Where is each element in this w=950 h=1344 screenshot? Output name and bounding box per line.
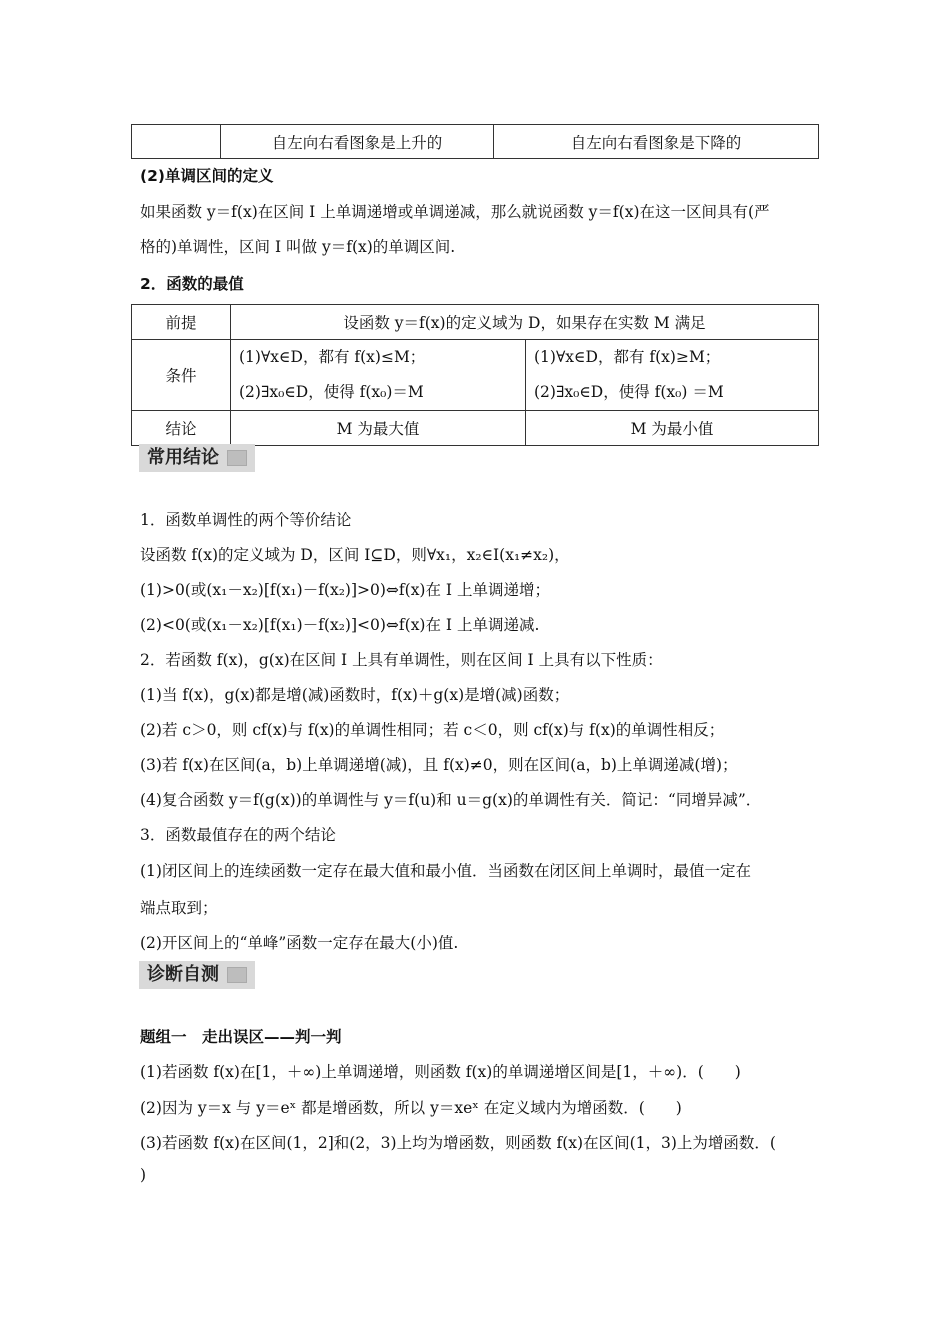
table-cell bbox=[231, 340, 526, 411]
paragraph-line: (1)闭区间上的连续函数一定存在最大值和最小值．当函数在闭区间上单调时，最值一定在 bbox=[140, 862, 751, 880]
image-icon bbox=[227, 967, 247, 983]
banner-title: 诊断自测 bbox=[147, 964, 219, 985]
condition-line: (1)∀x∈D，都有 f(x)≤M； bbox=[239, 348, 426, 366]
table-cell: M 为最大值 bbox=[231, 411, 526, 446]
paragraph-line: (2)开区间上的“单峰”函数一定存在最大(小)值. bbox=[140, 934, 459, 952]
question-line: (1)若函数 f(x)在[1，＋∞)上单调递增，则函数 f(x)的单调递增区间是[1，＋∞)．( ) bbox=[140, 1063, 741, 1081]
table-cell: 自左向右看图象是上升的 bbox=[221, 125, 494, 159]
paragraph-line: (1)当 f(x)，g(x)都是增(减)函数时，f(x)＋g(x)是增(减)函数； bbox=[140, 686, 570, 704]
extremum-table bbox=[131, 304, 819, 446]
paragraph-line: 设函数 f(x)的定义域为 D，区间 I⊆D，则∀x₁，x₂∈I(x₁≠x₂)， bbox=[140, 546, 570, 564]
table-cell: 设函数 y＝f(x)的定义域为 D，如果存在实数 M 满足 bbox=[231, 305, 819, 340]
section-banner bbox=[139, 444, 255, 472]
condition-line: (2)∃x₀∈D，使得 f(x₀) ＝M bbox=[534, 383, 724, 401]
image-icon bbox=[227, 450, 247, 466]
table-cell: 自左向右看图象是下降的 bbox=[494, 125, 819, 159]
section-banner bbox=[139, 961, 255, 989]
paragraph-line: 端点取到； bbox=[140, 899, 218, 917]
table-cell bbox=[526, 340, 819, 411]
section-heading: 2．函数的最值 bbox=[140, 275, 244, 293]
paragraph-line: (3)若 f(x)在区间(a，b)上单调递增(减)，且 f(x)≠0，则在区间(a，b)上单调递减(增)； bbox=[140, 756, 738, 774]
paragraph-line: 格的)单调性，区间 I 叫做 y＝f(x)的单调区间. bbox=[140, 238, 456, 256]
table-cell: 前提 bbox=[132, 305, 231, 340]
paragraph-line: 如果函数 y＝f(x)在区间 I 上单调递增或单调递减，那么就说函数 y＝f(x)在这一区间具有(严 bbox=[140, 203, 770, 221]
paragraph-line: 1．函数单调性的两个等价结论 bbox=[140, 511, 352, 529]
table-cell: 结论 bbox=[132, 411, 231, 446]
condition-line: (1)∀x∈D，都有 f(x)≥M； bbox=[534, 348, 721, 366]
question-line: (3)若函数 f(x)在区间(1，2]和(2，3)上均为增函数，则函数 f(x)在区间(1，3)上为增函数．( bbox=[140, 1134, 776, 1152]
table-cell bbox=[132, 125, 221, 159]
banner-title: 常用结论 bbox=[147, 447, 219, 468]
paragraph-line: (4)复合函数 y＝f(g(x))的单调性与 y＝f(u)和 u＝g(x)的单调性有关．简记：“同增异减”． bbox=[140, 791, 762, 809]
question-line: ) bbox=[140, 1166, 147, 1184]
question-line: (2)因为 y＝x 与 y＝eˣ 都是增函数，所以 y＝xeˣ 在定义域内为增函数．( ) bbox=[140, 1099, 682, 1117]
paragraph-line: 3．函数最值存在的两个结论 bbox=[140, 826, 336, 844]
paragraph-line: (2)若 c＞0，则 cf(x)与 f(x)的单调性相同；若 c＜0，则 cf(x)与 f(x)的单调性相反； bbox=[140, 721, 725, 739]
table-cell: 条件 bbox=[132, 340, 231, 411]
paragraph-line: 2．若函数 f(x)，g(x)在区间 I 上具有单调性，则在区间 I 上具有以下性质： bbox=[140, 651, 663, 669]
section-heading: (2)单调区间的定义 bbox=[140, 167, 274, 185]
table-cell: M 为最小值 bbox=[526, 411, 819, 446]
paragraph-line: (2)<0(或(x₁－x₂)[f(x₁)－f(x₂)]<0)⇔f(x)在 I 上单调递减. bbox=[140, 616, 540, 634]
group-heading: 题组一 走出误区——判一判 bbox=[140, 1028, 342, 1046]
paragraph-line: (1)>0(或(x₁－x₂)[f(x₁)－f(x₂)]>0)⇔f(x)在 I 上单调递增； bbox=[140, 581, 550, 599]
condition-line: (2)∃x₀∈D，使得 f(x₀)＝M bbox=[239, 383, 424, 401]
monotonic-table bbox=[131, 124, 819, 159]
